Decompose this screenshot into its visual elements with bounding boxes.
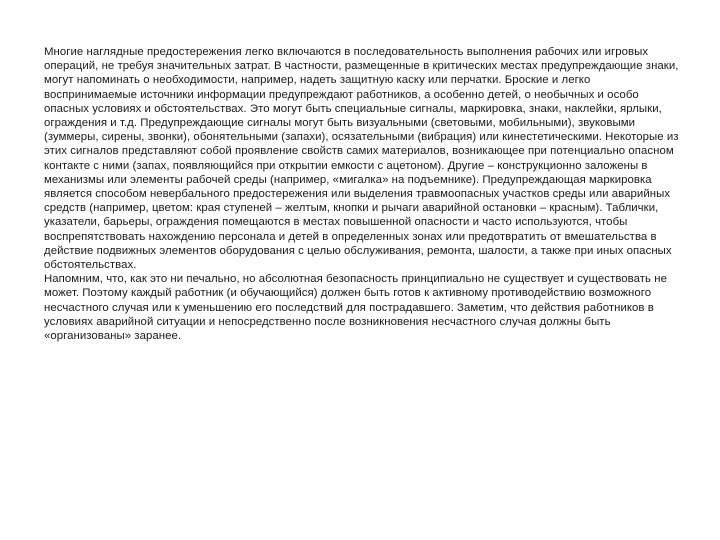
body-text <box>44 45 684 343</box>
paragraph-2: Напомним, что, как это ни печально, но абсолютная безопасность принципиально не существует и существовать не может. Поэтому каждый работник (и обучающийся) должен быть готов к активному противодействию возможного несчастного случая или к уменьшению его последствий для пострадавшего. Заметим, что действия работников в условиях аварийной ситуации и непосредственно после возникновения несчастного случая должны быть «организованы» заранее. <box>44 273 667 343</box>
paragraph-1: Многие наглядные предостережения легко включаются в последовательность выполнения рабочих или игровых операций, не требуя значительных затрат. В частности, размещенные в критических местах предупреждающие знаки, могут напоминать о необходимости, например, надеть защитную каску или перчатки. Броские и легко воспринимаемые источники информации предупреждают работников, а особенно детей, о необычных и особо опасных условиях и обстоятельствах. Это могут быть специальные сигналы, маркировка, знаки, наклейки, ярлыки, ограждения и т.д. Предупреждающие сигналы могут быть визуальными (световыми, мобильными), звуковыми (зуммеры, сирены, звонки), обонятельными (запахи), осязательными (вибрация) или кинестетическими. Некоторые из этих сигналов представляют собой проявление свойств самих материалов, возникающее при потенциально опасном контакте с ними (запах, появляющийся при открытии емкости с ацетоном). Другие – конструкционно заложены в механизмы или элементы рабочей среды (например, «мигалка» на подъемнике). Предупреждающая маркировка является способом невербального предостережения или выделения травмоопасных участков среды или аварийных средств (например, цветом: края ступеней – желтым, кнопки и рычаги аварийной остановки – красным). Таблички, указатели, барьеры, ограждения помещаются в местах повышенной опасности и часто используются, чтобы воспрепятствовать нахождению персонала и детей в определенных зонах или предотвратить от вмешательства в действие подвижных элементов оборудования с целью обслуживания, ремонта, шалости, а также при иных опасных обстоятельствах. <box>44 46 679 272</box>
